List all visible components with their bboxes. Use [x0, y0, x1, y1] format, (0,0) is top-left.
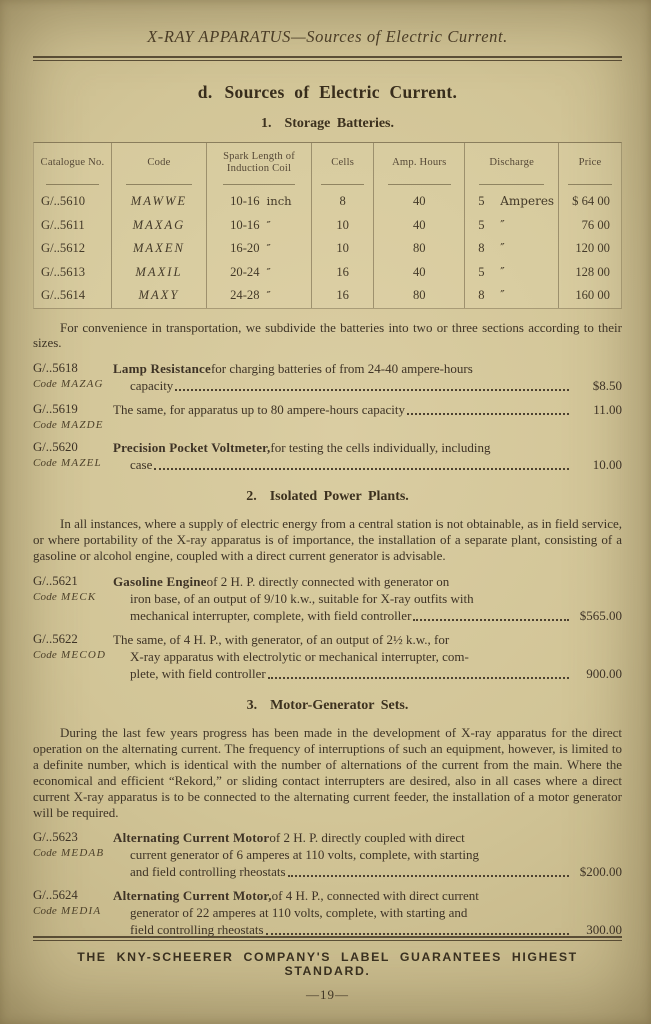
table-row — [34, 237, 621, 261]
page-content — [33, 18, 622, 945]
item-code-line — [33, 904, 113, 918]
item-product-name: Precision Pocket Voltmeter, — [113, 440, 271, 456]
item-body — [113, 829, 622, 880]
dotted-leader — [413, 619, 569, 621]
cell-cells: 10 — [311, 214, 373, 238]
spark-range: 16-20 — [230, 241, 260, 255]
item-code: MAZEL — [61, 457, 102, 470]
item-description-line — [113, 829, 622, 846]
item-description-line — [113, 439, 622, 456]
item-description-text: of 2 H. P. directly coupled with direct — [269, 830, 465, 846]
code-label: Code — [33, 457, 58, 470]
cell-amp-hours: 40 — [373, 261, 464, 285]
table-row — [34, 190, 621, 214]
table-row — [34, 214, 621, 238]
cell-discharge — [464, 237, 558, 261]
motor-generator-intro: During the last few years progress has been made in the development of X-ray apparatus for the direct operation on the alternating current. The frequency of interruptions of such an equipment, however, is limited to a definite number, which is identical with the number of alternations of the current from the main. Where the economical and efficient “Rekord,” or sliding contact interrupters are desired, also in all cases where a direct current X-ray apparatus is to be connected to the alternating current feeder, the installation of a motor generator will be required. — [33, 725, 622, 820]
item-catalogue-no: G/..5624 — [33, 888, 78, 903]
item-price: $565.00 — [579, 608, 622, 624]
spark-unit: ″ — [266, 241, 271, 255]
page-footer — [33, 936, 622, 1003]
catalog-item — [33, 887, 622, 938]
cell-amp-hours: 80 — [373, 284, 464, 308]
cell-price: 76 00 — [558, 214, 621, 238]
spark-unit: inch — [266, 194, 292, 208]
section-number: 3. — [246, 698, 258, 714]
item-body — [113, 360, 622, 394]
dotted-leader — [175, 389, 569, 391]
catalog-item — [33, 401, 622, 432]
discharge-unit: ″ — [500, 241, 505, 255]
item-left-column — [33, 829, 113, 880]
column-header-amp-hours: Amp. Hours — [373, 143, 464, 190]
item-left-column — [33, 631, 113, 682]
item-left-column — [33, 887, 113, 938]
item-price: 10.00 — [592, 457, 622, 473]
cell-price: $ 64 00 — [558, 190, 621, 214]
cell-catalogue-no: G/..5610 — [41, 194, 86, 208]
item-description-line — [113, 904, 622, 921]
cell-cells: 8 — [311, 190, 373, 214]
item-description-line — [113, 863, 622, 880]
cell-catalogue-no: G/..5614 — [41, 288, 86, 302]
section-label: Storage Batteries. — [284, 116, 395, 131]
item-code: MEDIA — [61, 905, 102, 918]
item-code: MECOD — [61, 649, 107, 662]
cell-code: MAWWE — [111, 190, 206, 214]
discharge-unit: ″ — [500, 264, 505, 279]
cell-discharge — [464, 261, 558, 285]
section-heading-storage-batteries — [33, 116, 622, 132]
cell-discharge — [464, 190, 558, 214]
item-left-column — [33, 573, 113, 624]
cell-amp-hours: 40 — [373, 214, 464, 238]
item-description-line — [113, 573, 622, 590]
item-description-text: for testing the cells individually, including — [270, 440, 491, 456]
spark-range: 24-28 — [230, 288, 260, 302]
cell-amp-hours: 40 — [373, 190, 464, 214]
item-body — [113, 439, 622, 473]
cell-code: MAXAG — [111, 214, 206, 238]
item-product-name: Alternating Current Motor — [113, 830, 270, 846]
item-description-line — [113, 401, 622, 418]
discharge-amperes: 5 — [478, 194, 485, 208]
catalog-item — [33, 829, 622, 880]
footer-slogan: THE KNY-SCHEERER COMPANY'S LABEL GUARANTEES HIGHEST STANDARD. — [77, 950, 578, 978]
item-code-line — [33, 590, 113, 604]
item-code: MAZDE — [61, 419, 104, 432]
item-price: 900.00 — [586, 666, 622, 682]
spark-range: 10-16 — [230, 217, 260, 232]
transport-note: For convenience in transportation, we subdivide the batteries into two or three sections according to their sizes. — [33, 319, 622, 351]
item-price: $200.00 — [579, 864, 622, 880]
spark-range: 20-24 — [230, 264, 260, 279]
discharge-amperes: 5 — [478, 264, 485, 279]
section-heading-power-plants — [33, 489, 622, 505]
item-body — [113, 631, 622, 682]
code-label: Code — [33, 591, 58, 604]
cell-discharge — [464, 284, 558, 308]
item-catalogue-no: G/..5623 — [33, 830, 78, 845]
item-body — [113, 573, 622, 624]
item-catalogue-no: G/..5622 — [33, 632, 78, 647]
spark-unit: ″ — [266, 264, 271, 279]
discharge-unit: ″ — [500, 288, 505, 302]
item-description-line — [113, 665, 622, 682]
item-description-text: iron base, of an output of 9/10 k.w., suitable for X-ray outfits with — [130, 591, 474, 607]
spark-range: 10-16 — [230, 194, 260, 208]
item-description-text: X-ray apparatus with electrolytic or mechanical interrupter, com- — [130, 649, 469, 665]
item-description-text: generator of 22 amperes at 110 volts, complete, with starting and — [130, 905, 468, 921]
item-description-line — [113, 648, 622, 665]
page-number: —19— — [306, 987, 349, 1002]
item-catalogue-no: G/..5619 — [33, 402, 78, 417]
cell-spark-length — [206, 284, 311, 308]
item-description-line — [113, 360, 622, 377]
item-body — [113, 401, 622, 432]
item-left-column — [33, 360, 113, 394]
discharge-unit: Amperes — [500, 194, 555, 208]
column-header-price: Price — [558, 143, 621, 190]
catalog-item — [33, 360, 622, 394]
dotted-leader — [154, 468, 569, 470]
item-product-name: Alternating Current Motor, — [113, 888, 272, 904]
item-description-line — [113, 887, 622, 904]
spark-unit: ″ — [266, 288, 271, 302]
cell-code: MAXY — [111, 284, 206, 308]
dotted-leader — [288, 875, 569, 877]
item-left-column — [33, 401, 113, 432]
item-description-text: for charging batteries of from 24-40 ampere-hours — [210, 361, 473, 377]
item-code-line — [33, 456, 113, 470]
cell-spark-length — [206, 214, 311, 238]
item-code: MAZAG — [61, 378, 104, 391]
item-price: 300.00 — [586, 922, 622, 938]
column-header-catalogue-no: Catalogue No. — [34, 143, 111, 190]
spark-unit: ″ — [266, 217, 271, 232]
cell-price: 128 00 — [558, 261, 621, 285]
section-number: 2. — [246, 489, 257, 505]
item-price: $8.50 — [592, 378, 622, 394]
discharge-amperes: 5 — [478, 217, 485, 232]
discharge-amperes: 8 — [478, 241, 485, 255]
column-header-cells: Cells — [311, 143, 373, 190]
code-label: Code — [33, 649, 58, 662]
cell-cells: 10 — [311, 237, 373, 261]
cell-cells: 16 — [311, 284, 373, 308]
item-description-text: and field controlling rheostats — [130, 864, 286, 880]
item-price: 11.00 — [593, 402, 622, 418]
cell-amp-hours: 80 — [373, 237, 464, 261]
discharge-unit: ″ — [500, 217, 505, 232]
item-description-text: The same, of 4 H. P., with generator, of an output of 2½ k.w., for — [113, 632, 450, 648]
main-heading — [33, 82, 622, 103]
cell-price: 160 00 — [558, 284, 621, 308]
item-description-text: case — [130, 457, 153, 473]
table-header-row — [34, 143, 621, 190]
item-description-line — [113, 607, 622, 624]
power-plants-intro: In all instances, where a supply of electric energy from a central station is not obtainable, as in field service, or where portability of the X-ray apparatus is of importance, the installation of a separate plant, consisting of a gasoline or alcohol engine, coupled with a direct current generator is advisable. — [33, 516, 622, 564]
cell-price: 120 00 — [558, 237, 621, 261]
item-code: MEDAB — [61, 847, 105, 860]
power-plants-items — [33, 573, 622, 682]
table-row — [34, 261, 621, 285]
item-body — [113, 887, 622, 938]
storage-batteries-table — [33, 142, 622, 309]
cell-code: MAXEN — [111, 237, 206, 261]
item-code-line — [33, 846, 113, 860]
cell-discharge — [464, 214, 558, 238]
footer-double-rule — [33, 936, 622, 941]
cell-catalogue-no: G/..5613 — [41, 264, 86, 279]
main-heading-number: d. — [197, 82, 213, 102]
item-description-line — [113, 456, 622, 473]
dotted-leader — [407, 413, 569, 415]
item-description-text: mechanical interrupter, complete, with field controller — [130, 608, 412, 624]
item-catalogue-no: G/..5618 — [33, 361, 78, 376]
item-description-text: plete, with field controller — [130, 666, 266, 682]
table-row — [34, 284, 621, 308]
section-number: 1. — [260, 116, 272, 131]
discharge-amperes: 8 — [478, 288, 485, 302]
column-header-discharge: Discharge — [464, 143, 558, 190]
item-product-name: Lamp Resistance — [113, 361, 211, 377]
cell-cells: 16 — [311, 261, 373, 285]
cell-spark-length — [206, 261, 311, 285]
item-description-text: current generator of 6 amperes at 110 volts, complete, with starting — [130, 847, 479, 863]
item-description-line — [113, 590, 622, 607]
item-code-line — [33, 377, 113, 391]
dotted-leader — [268, 677, 569, 679]
main-heading-label: Sources of Electric Current. — [224, 82, 458, 102]
section-heading-motor-generator — [33, 698, 622, 714]
catalog-item — [33, 631, 622, 682]
item-code-line — [33, 648, 113, 662]
cell-catalogue-no: G/..5612 — [41, 241, 86, 255]
item-left-column — [33, 439, 113, 473]
catalog-item — [33, 439, 622, 473]
header-double-rule — [33, 56, 622, 61]
code-label: Code — [33, 419, 58, 432]
item-description-text: capacity — [130, 378, 174, 394]
code-label: Code — [33, 378, 58, 391]
storage-items — [33, 360, 622, 473]
column-header-code: Code — [111, 143, 206, 190]
item-catalogue-no: G/..5620 — [33, 440, 78, 455]
item-code-line — [33, 418, 113, 432]
item-description-line — [113, 846, 622, 863]
cell-spark-length — [206, 190, 311, 214]
item-catalogue-no: G/..5621 — [33, 574, 78, 589]
code-label: Code — [33, 905, 58, 918]
running-head: X-RAY APPARATUS—Sources of Electric Current. — [147, 27, 508, 46]
catalog-item — [33, 573, 622, 624]
column-header-spark-length: Spark Length of Induction Coil — [206, 143, 311, 190]
item-code: MECK — [61, 591, 97, 604]
cell-spark-length — [206, 237, 311, 261]
cell-catalogue-no: G/..5611 — [41, 217, 85, 232]
item-product-name: Gasoline Engine — [113, 574, 207, 590]
item-description-text: of 2 H. P. directly connected with generator on — [206, 574, 450, 590]
section-label: Isolated Power Plants. — [269, 489, 409, 505]
motor-generator-items — [33, 829, 622, 938]
item-description-text: field controlling rheostats — [130, 922, 264, 938]
item-description-text: The same, for apparatus up to 80 ampere-hours capacity — [113, 402, 406, 418]
item-description-line — [113, 631, 622, 648]
code-label: Code — [33, 847, 58, 860]
section-label: Motor-Generator Sets. — [270, 698, 409, 714]
cell-code: MAXIL — [111, 261, 206, 285]
item-description-text: of 4 H. P., connected with direct current — [271, 888, 479, 904]
item-description-line — [113, 377, 622, 394]
